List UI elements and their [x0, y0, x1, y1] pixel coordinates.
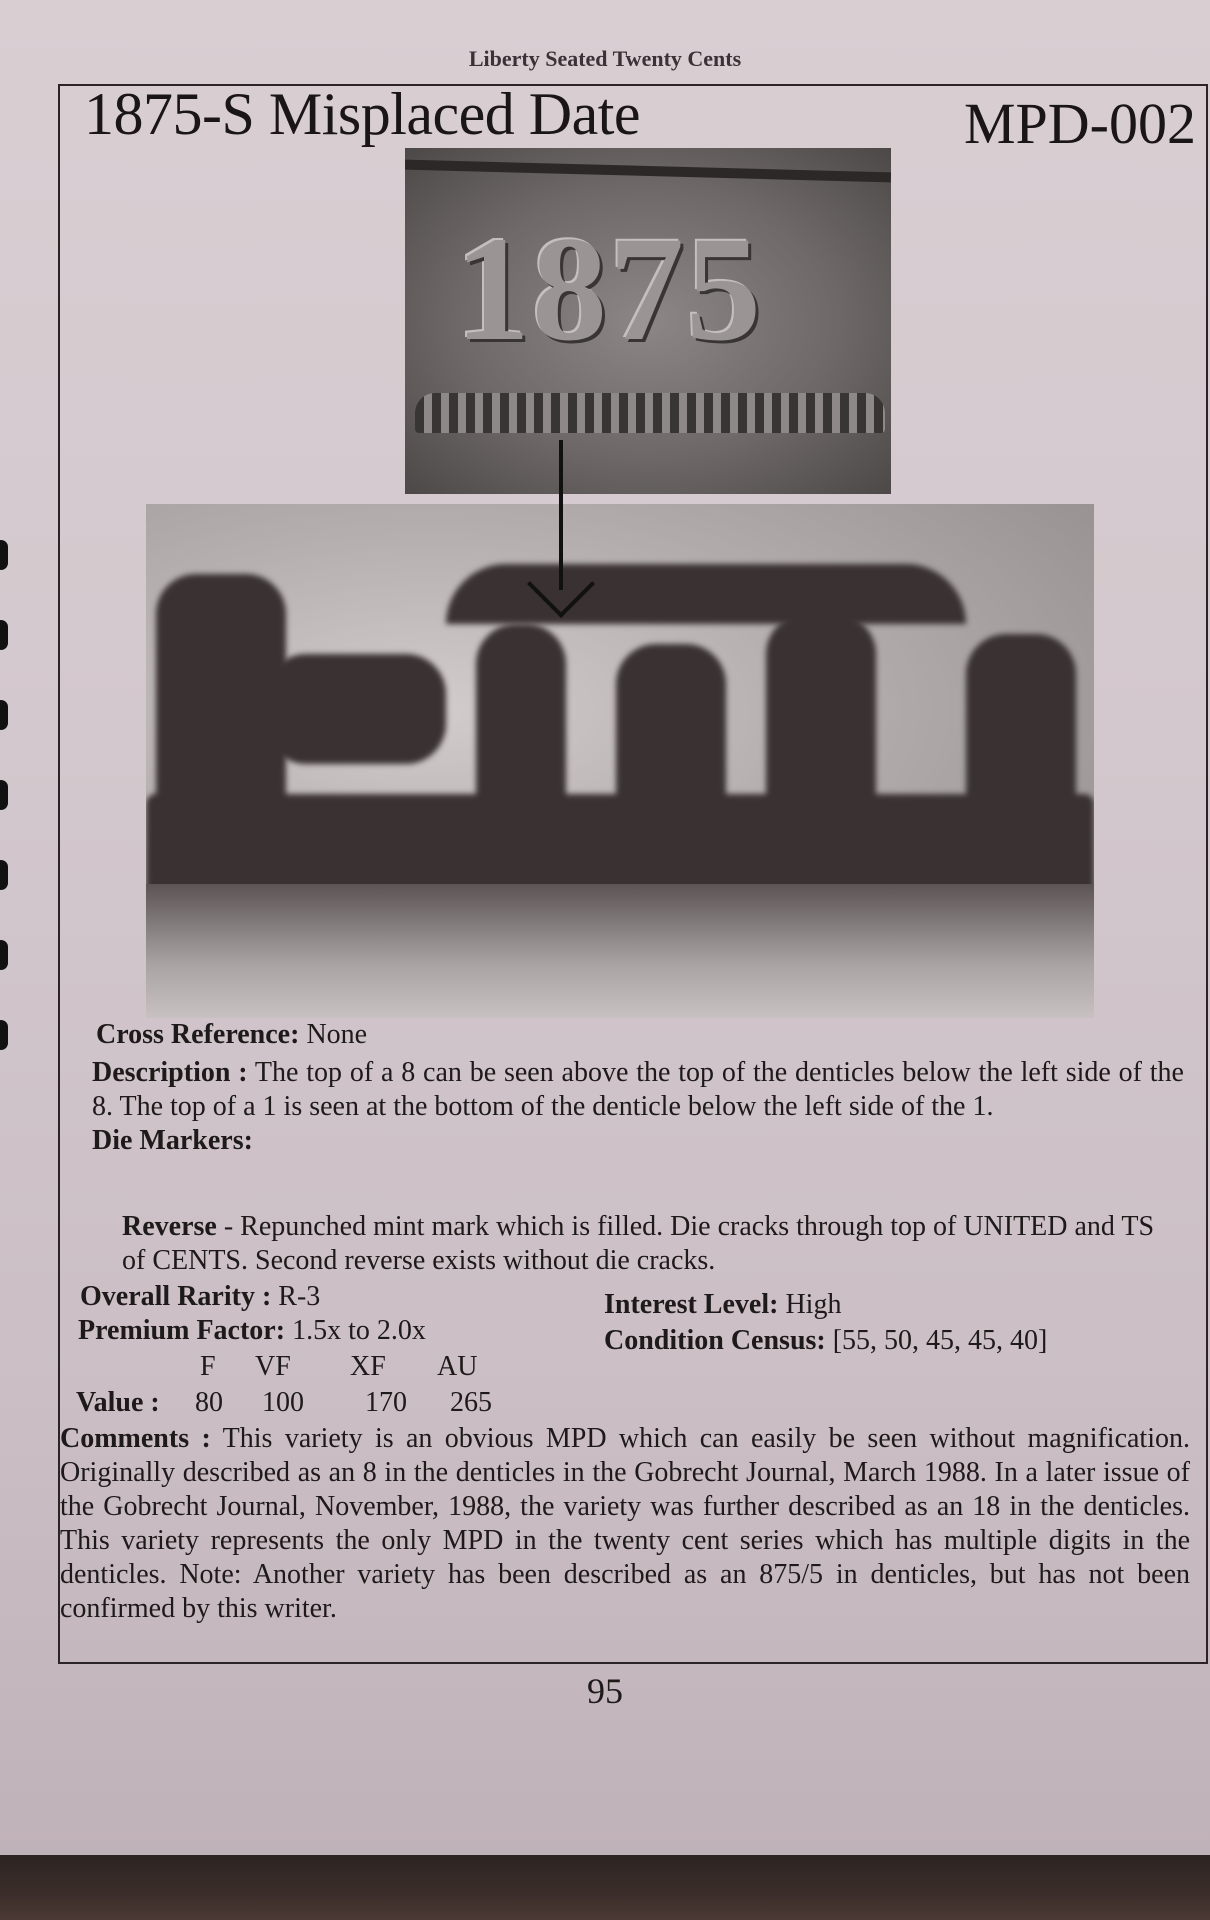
interest-level	[604, 1288, 841, 1322]
value-label: Value :	[76, 1387, 160, 1418]
description	[92, 1056, 1184, 1158]
reverse-text: - Repunched mint mark which is filled. Die cracks through top of UNITED and TS of CENTS. Second reverse exists without die cracks.	[122, 1211, 1155, 1276]
value-xf: 170	[365, 1387, 407, 1418]
interest-level-label: Interest Level:	[604, 1289, 779, 1320]
value-grade-header	[200, 1350, 497, 1384]
comments-text: This variety is an obvious MPD which can easily be seen without magnification. Originally described as an 8 in the denticles in the Gobrecht Journal, March 1988. In a later issue of the Gobrecht Journal, November, 1988, the variety was further described as an 18 in the denticles. This variety represents the only MPD in the twenty cent series which has multiple digits in the denticles. Note: Another variety has been described as an 875/5 in denticles, but has not been confirmed by this writer.	[60, 1423, 1190, 1624]
die-markers-reverse	[122, 1210, 1182, 1278]
running-header: Liberty Seated Twenty Cents	[468, 46, 742, 71]
comments	[60, 1422, 1190, 1626]
description-text: The top of a 8 can be seen above the top of the denticles below the left side of the 8. The top of a 1 is seen at the bottom of the denticle below the left side of the 1.	[92, 1057, 1184, 1122]
value-row	[76, 1386, 510, 1420]
description-label: Description :	[92, 1057, 248, 1088]
entry-title: 1875-S Misplaced Date	[84, 81, 641, 147]
binding-ring	[0, 540, 8, 570]
cross-reference-label: Cross Reference:	[96, 1019, 300, 1050]
page-number: 95	[587, 1671, 623, 1711]
denticle-enlargement-photo	[146, 504, 1094, 1018]
condition-census-value: [55, 50, 45, 45, 40]	[832, 1325, 1048, 1356]
premium-factor-label: Premium Factor:	[78, 1315, 286, 1346]
photo-date-digits: 1875	[455, 206, 763, 372]
condition-census-label: Condition Census:	[604, 1325, 826, 1356]
grade-xf: XF	[350, 1351, 386, 1382]
binding-ring	[0, 940, 8, 970]
binding-ring	[0, 1020, 8, 1050]
interest-level-value: High	[785, 1289, 842, 1320]
cross-reference-value: None	[306, 1019, 368, 1050]
binding-ring	[0, 700, 8, 730]
premium-factor	[78, 1314, 426, 1348]
grade-f: F	[200, 1351, 216, 1382]
grade-au: AU	[437, 1351, 478, 1382]
overall-rarity-label: Overall Rarity :	[80, 1281, 272, 1312]
photo-lower-field	[146, 884, 1094, 1018]
photo-shape	[446, 564, 966, 624]
die-markers-label: Die Markers:	[92, 1125, 253, 1156]
denticles	[415, 393, 885, 433]
premium-factor-value: 1.5x to 2.0x	[292, 1315, 426, 1346]
reverse-label: Reverse	[122, 1211, 217, 1242]
overall-rarity	[80, 1280, 320, 1314]
binding-ring	[0, 620, 8, 650]
overall-rarity-value: R-3	[278, 1281, 321, 1312]
comments-label: Comments :	[60, 1423, 211, 1454]
coin-rim	[405, 160, 891, 183]
variety-code: MPD-002	[963, 91, 1196, 156]
value-au: 265	[450, 1387, 492, 1418]
photo-shape	[266, 654, 446, 764]
condition-census	[604, 1324, 1047, 1358]
date-closeup-photo	[405, 148, 891, 494]
value-f: 80	[195, 1387, 223, 1418]
value-vf: 100	[262, 1387, 304, 1418]
cross-reference	[96, 1018, 367, 1052]
binding-ring	[0, 860, 8, 890]
grade-vf: VF	[255, 1351, 291, 1382]
binding-ring	[0, 780, 8, 810]
background-surface	[0, 1855, 1210, 1920]
